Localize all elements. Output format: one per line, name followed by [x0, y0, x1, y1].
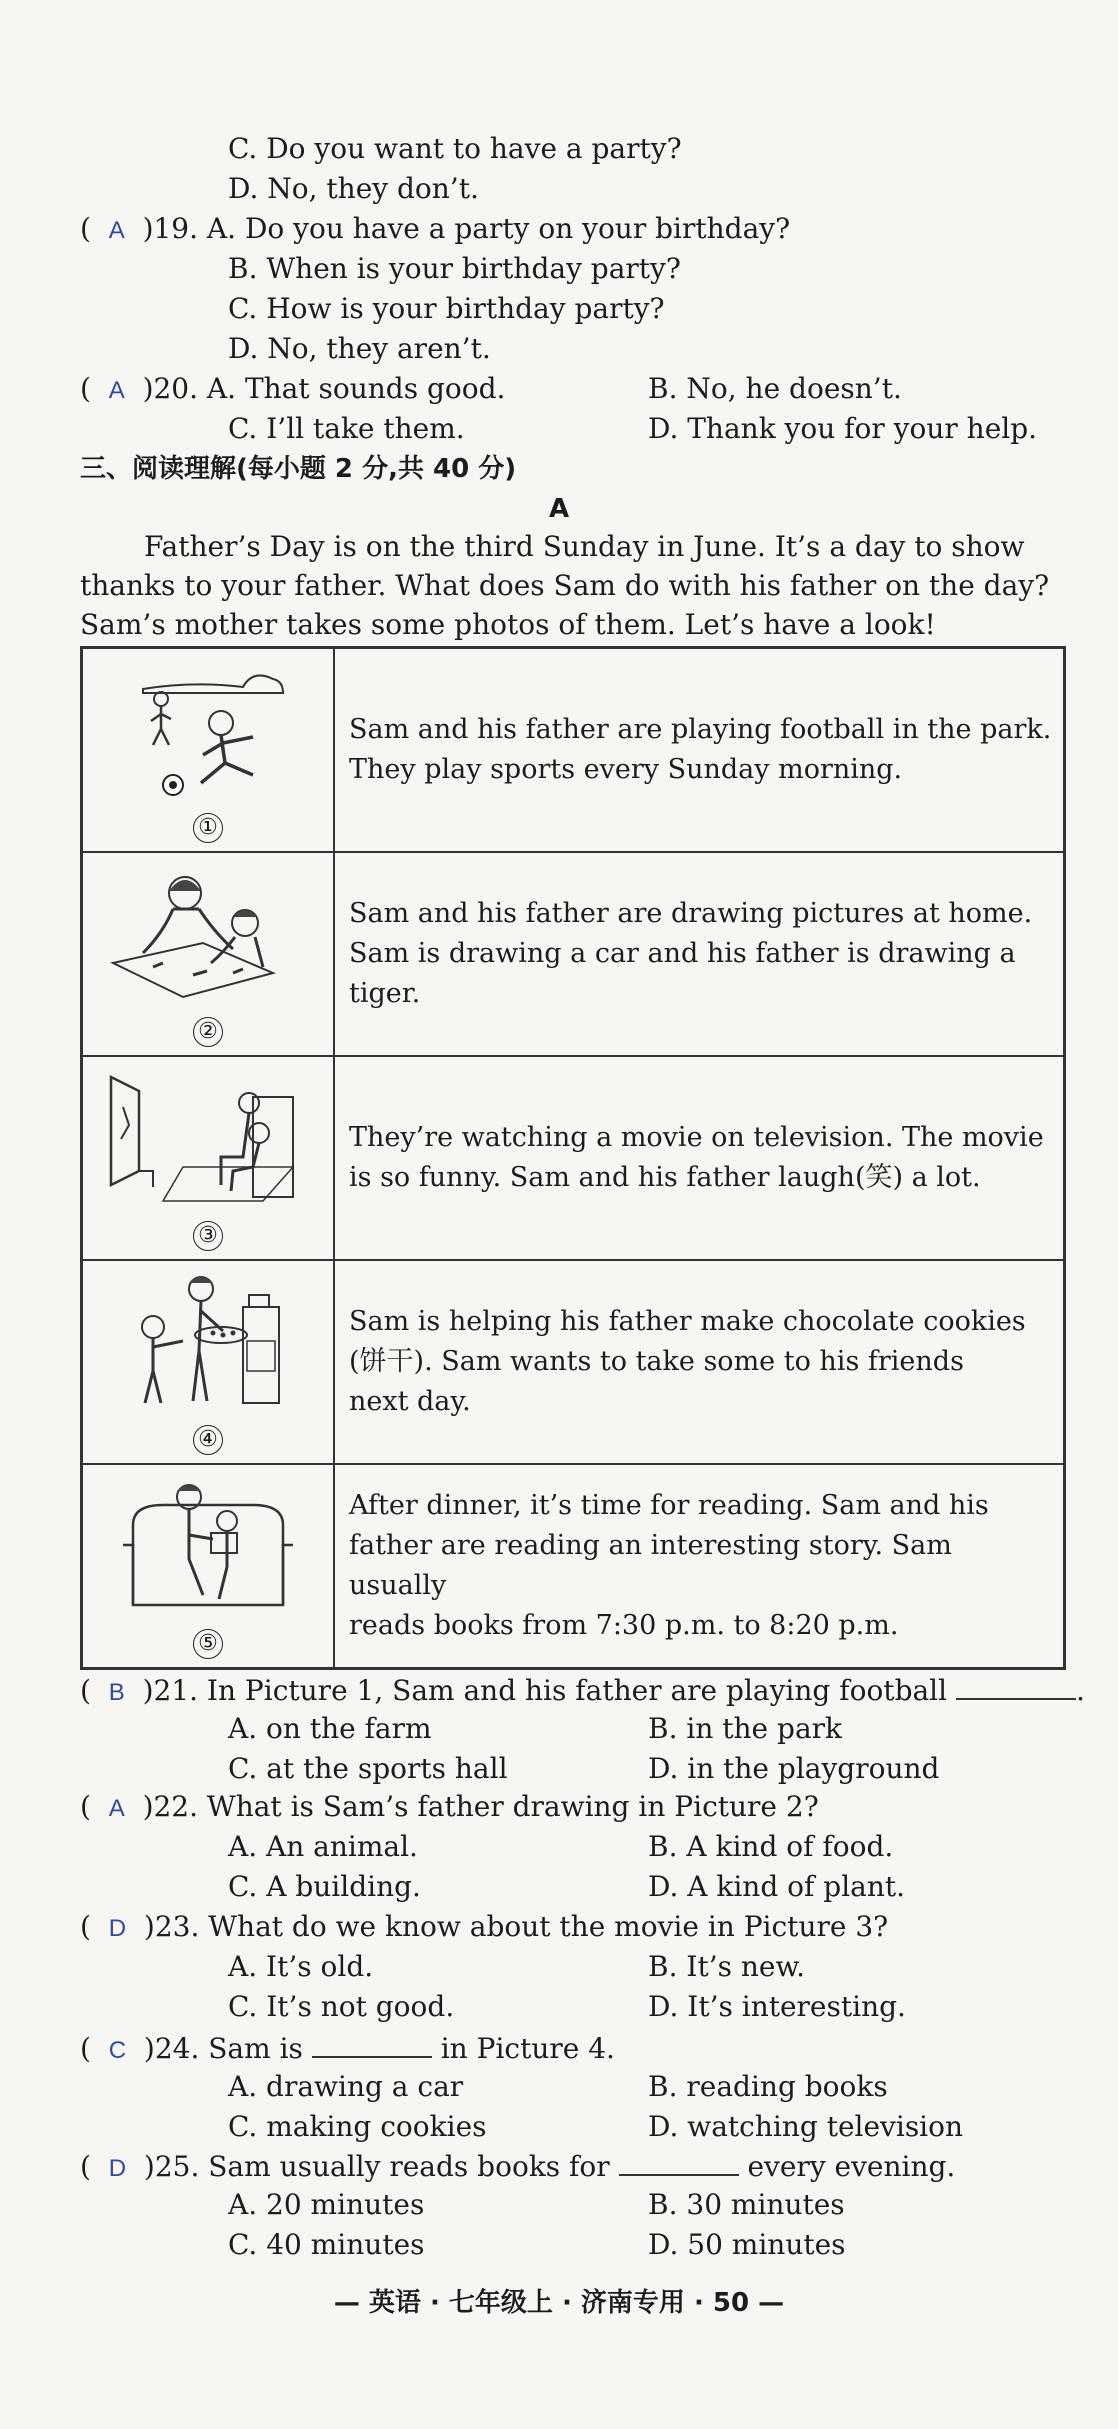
baking-icon	[103, 1271, 313, 1421]
passage-label: A	[548, 494, 570, 524]
q23-stem: What do we know about the movie in Picture 3?	[208, 1910, 889, 1943]
picture-cell-4	[82, 1260, 335, 1464]
picture-4-line-2: (饼干). Sam wants to take some to his friends	[349, 1346, 964, 1377]
q19-number: )19.	[142, 212, 199, 245]
intro-line-1: Father’s Day is on the third Sunday in June. It’s a day to show	[144, 530, 1025, 563]
picture-2-line-1: Sam and his father are drawing pictures at home.	[349, 898, 1033, 929]
page-footer: — 英语 · 七年级上 · 济南专用 · 50 —	[333, 2288, 785, 2318]
q19-option-a: A. Do you have a party on your birthday?	[206, 212, 791, 245]
picture-2-line-2: Sam is drawing a car and his father is drawing a	[349, 938, 1016, 969]
q21-number: )21.	[142, 1674, 199, 1707]
q23-row: ( D )23. What do we know about the movie in Picture 3?	[80, 1910, 889, 1943]
q21-option-a: A. on the farm	[228, 1712, 432, 1745]
q23-option-c: C. It’s not good.	[228, 1990, 455, 2023]
picture-5-line-1: After dinner, it’s time for reading. Sam and his	[349, 1490, 989, 1521]
picture-2-line-3: tiger.	[349, 978, 421, 1009]
picture-cell-1	[82, 648, 335, 853]
q21-option-b: B. in the park	[648, 1712, 842, 1745]
reading-icon	[103, 1475, 313, 1625]
q23-option-a: A. It’s old.	[228, 1950, 374, 1983]
q19-answer: A	[108, 217, 125, 244]
q22-option-a: A. An animal.	[228, 1830, 418, 1863]
q24-stem-after: in Picture 4.	[440, 2032, 615, 2065]
q21-option-d: D. in the playground	[648, 1752, 940, 1785]
picture-4-line-3: next day.	[349, 1386, 471, 1417]
picture-text-4	[334, 1260, 1065, 1464]
q22-option-c: C. A building.	[228, 1870, 421, 1903]
picture-cell-2	[82, 852, 335, 1056]
picture-number-1: ①	[193, 813, 223, 843]
q25-option-c: C. 40 minutes	[228, 2228, 425, 2261]
q25-option-d: D. 50 minutes	[648, 2228, 846, 2261]
q23-number: )23.	[143, 1910, 200, 1943]
picture-cell-5	[82, 1464, 335, 1669]
q21-option-c: C. at the sports hall	[228, 1752, 508, 1785]
q23-option-b: B. It’s new.	[648, 1950, 806, 1983]
picture-text-5	[334, 1464, 1065, 1669]
q21-row: ( B )21. In Picture 1, Sam and his father are playing football .	[80, 1674, 1085, 1707]
picture-4-line-1: Sam is helping his father make chocolate cookies	[349, 1306, 1026, 1337]
picture-cell-3	[82, 1056, 335, 1260]
picture-text-1	[334, 648, 1065, 853]
q21-blank	[956, 1672, 1076, 1700]
q24-blank	[312, 2030, 432, 2058]
q22-row: ( A )22. What is Sam’s father drawing in Picture 2?	[80, 1790, 819, 1823]
picture-table	[80, 646, 1066, 1670]
picture-number-2: ②	[193, 1017, 223, 1047]
q21-answer: B	[108, 1679, 125, 1706]
picture-1-line-2: They play sports every Sunday morning.	[349, 754, 903, 785]
picture-row-1	[82, 648, 1065, 853]
q20-option-a: A. That sounds good.	[206, 372, 506, 405]
q25-stem-before: Sam usually reads books for	[208, 2150, 610, 2183]
q22-stem: What is Sam’s father drawing in Picture 2?	[206, 1790, 819, 1823]
picture-3-line-1: They’re watching a movie on television. The movie	[349, 1122, 1044, 1153]
q22-option-d: D. A kind of plant.	[648, 1870, 906, 1903]
q25-stem-after: every evening.	[747, 2150, 956, 2183]
q24-option-d: D. watching television	[648, 2110, 964, 2143]
q18-option-c: C. Do you want to have a party?	[228, 132, 682, 165]
q23-answer: D	[108, 1915, 127, 1942]
q20-number: )20.	[142, 372, 199, 405]
picture-1-line-1: Sam and his father are playing football in the park.	[349, 714, 1052, 745]
q19-option-c: C. How is your birthday party?	[228, 292, 665, 325]
picture-row-2	[82, 852, 1065, 1056]
q20-option-d: D. Thank you for your help.	[648, 412, 1038, 445]
picture-number-4: ④	[193, 1425, 223, 1455]
q24-number: )24.	[143, 2032, 200, 2065]
q22-option-b: B. A kind of food.	[648, 1830, 894, 1863]
q25-number: )25.	[143, 2150, 200, 2183]
q20-option-c: C. I’ll take them.	[228, 412, 465, 445]
football-icon	[103, 659, 313, 809]
q25-answer: D	[108, 2155, 127, 2182]
q24-stem-before: Sam is	[208, 2032, 303, 2065]
picture-text-3	[334, 1056, 1065, 1260]
picture-5-line-2: father are reading an interesting story. Sam usually	[349, 1530, 952, 1601]
q19-option-d: D. No, they aren’t.	[228, 332, 491, 365]
q19-option-b: B. When is your birthday party?	[228, 252, 681, 285]
intro-line-3: Sam’s mother takes some photos of them. Let’s have a look!	[80, 608, 936, 641]
q19-row	[80, 212, 790, 248]
q22-answer: A	[108, 1795, 125, 1822]
picture-row-5	[82, 1464, 1065, 1669]
answer-paren: (	[80, 212, 109, 245]
q25-option-a: A. 20 minutes	[228, 2188, 425, 2221]
intro-line-2: thanks to your father. What does Sam do with his father on the day?	[80, 569, 1050, 602]
q22-number: )22.	[142, 1790, 199, 1823]
picture-row-4	[82, 1260, 1065, 1464]
q21-stem: In Picture 1, Sam and his father are playing football	[206, 1674, 948, 1707]
q20-row: ( A )20. A. That sounds good.	[80, 372, 506, 405]
picture-number-3: ③	[193, 1221, 223, 1251]
q20-answer: A	[108, 377, 125, 404]
picture-3-line-2: is so funny. Sam and his father laugh(笑) a lot.	[349, 1162, 981, 1193]
tv-icon	[103, 1067, 313, 1217]
q25-row: ( D )25. Sam usually reads books for every evening.	[80, 2150, 956, 2183]
q25-blank	[619, 2148, 739, 2176]
q25-option-b: B. 30 minutes	[648, 2188, 845, 2221]
picture-row-3	[82, 1056, 1065, 1260]
q23-option-d: D. It’s interesting.	[648, 1990, 906, 2023]
q20-option-b: B. No, he doesn’t.	[648, 372, 902, 405]
q24-option-b: B. reading books	[648, 2070, 888, 2103]
q24-answer: C	[108, 2037, 127, 2064]
picture-text-2	[334, 852, 1065, 1056]
q18-option-d: D. No, they don’t.	[228, 172, 479, 205]
q24-row: ( C )24. Sam is in Picture 4.	[80, 2032, 615, 2065]
picture-5-line-3: reads books from 7:30 p.m. to 8:20 p.m.	[349, 1610, 899, 1641]
picture-number-5: ⑤	[193, 1629, 223, 1659]
q24-option-c: C. making cookies	[228, 2110, 487, 2143]
drawing-icon	[103, 863, 313, 1013]
q24-option-a: A. drawing a car	[228, 2070, 464, 2103]
section-title: 三、阅读理解(每小题 2 分,共 40 分)	[80, 454, 517, 484]
